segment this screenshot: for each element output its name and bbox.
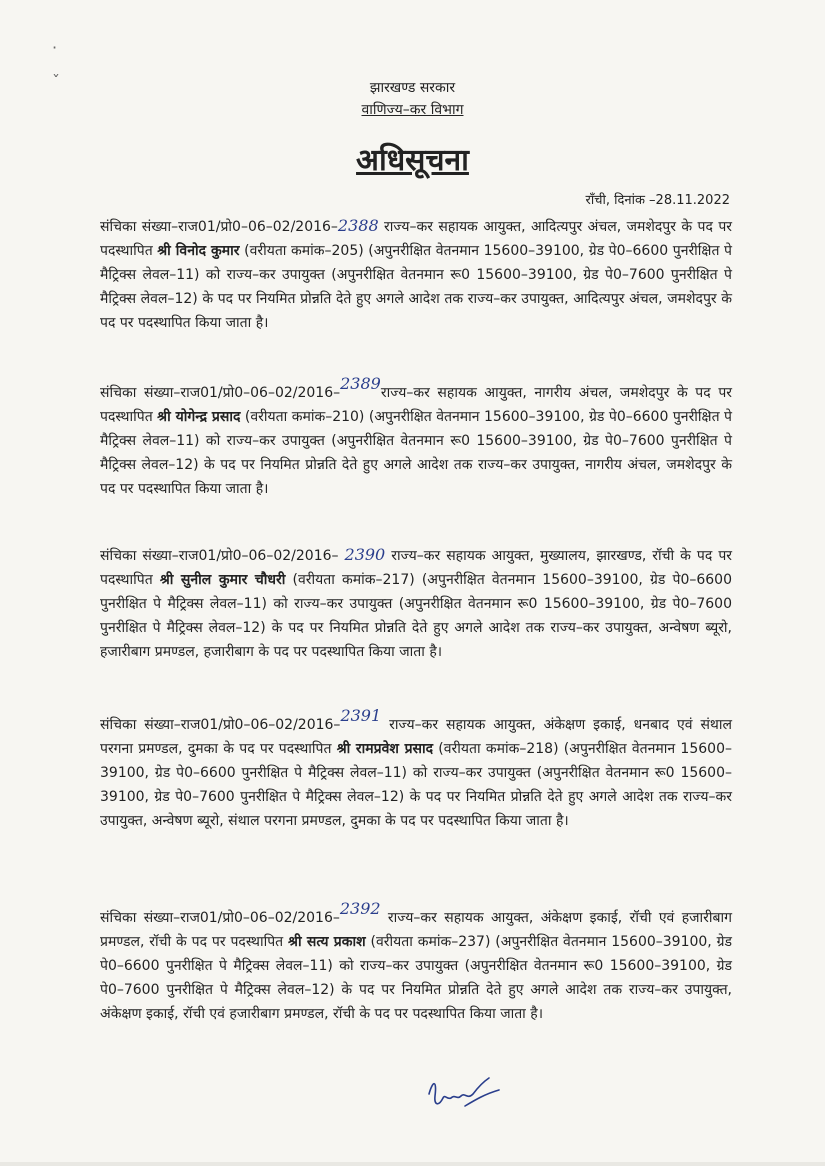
order-paragraph-4 xyxy=(100,706,733,833)
paragraph-text: राज्य–कर सहायक आयुक्त, आदित्यपुर अंचल, जमशेदपुर के पद पर पदस्थापित xyxy=(100,219,733,259)
handwritten-number: 2390 xyxy=(344,545,386,564)
handwritten-number: 2389 xyxy=(340,374,381,393)
date-line: राँची, दिनांक –28.11.2022 xyxy=(585,193,730,208)
paragraph-text: (वरीयता कमांक–218) (अपुनरीक्षित वेतनमान 15600–39100, ग्रेड पे0–6600 पुनरीक्षित पे मैट्रिक्स लेवल–11) को राज्य–कर उपायुक्त (अपुनरीक्षित वेतनमान रू0 15600–39100, ग्रेड पे0–7600 पुनरीक्षित पे मैट्रिक्स लेवल–12) के पद पर नियमित प्रोन्नति देते हुए अगले आदेश तक राज्य–कर उपायुक्त, अन्वेषण ब्यूरो, संथाल परगना प्रमण्डल, दुमका के पद पर पदस्थापित किया जाता है। xyxy=(100,741,733,829)
paragraph-text: राज्य–कर सहायक आयुक्त, मुख्यालय, झारखण्ड, रॉची के पद पर पदस्थापित xyxy=(100,548,732,588)
officer-name: श्री योगेन्द्र प्रसाद xyxy=(157,409,241,425)
paragraph-text: (वरीयता कमांक–210) (अपुनरीक्षित वेतनमान 15600–39100, ग्रेड पे0–6600 पुनरीक्षित पे मैट्रिक्स लेवल–11) को राज्य–कर उपायुक्त (अपुनरीक्षित वेतनमान रू0 15600–39100, ग्रेड पे0–7600 पुनरीक्षित पे मैट्रिक्स लेवल–12) के पद पर नियमित प्रोन्नति देते हुए अगले आदेश तक राज्य–कर उपायुक्त, नागरीय अंचल, जमशेदपुर के पद पर पदस्थापित किया जाता है। xyxy=(100,409,732,497)
page-title: अधिसूचना xyxy=(356,143,469,178)
officer-name: श्री विनोद कुमार xyxy=(157,243,240,259)
file-number-prefix: संचिका संख्या–राज01/प्रो0–06–02/2016– xyxy=(100,385,341,401)
order-paragraph-1 xyxy=(100,214,732,335)
scan-mark: ˇ xyxy=(52,72,60,91)
handwritten-number: 2388 xyxy=(337,216,379,235)
officer-name: श्री सुनील कुमार चौधरी xyxy=(159,572,286,588)
signature-image xyxy=(425,1072,505,1117)
scan-mark: · xyxy=(52,38,58,57)
handwritten-number: 2392 xyxy=(339,899,381,918)
order-paragraph-2 xyxy=(100,374,732,501)
order-paragraph-3 xyxy=(100,543,732,664)
file-number-prefix: संचिका संख्या–राज01/प्रो0–06–02/2016– xyxy=(100,548,345,564)
file-number-prefix: संचिका संख्या–राज01/प्रो0–06–02/2016– xyxy=(100,219,338,235)
government-name: झारखण्ड सरकार xyxy=(369,80,456,96)
paragraph-text: (वरीयता कमांक–217) (अपुनरीक्षित वेतनमान 15600–39100, ग्रेड पे0–6600 पुनरीक्षित पे मैट्रिक्स लेवल–11) को राज्य–कर उपायुक्त (अपुनरीक्षित वेतनमान रू0 15600–39100, ग्रेड पे0–7600 पुनरीक्षित पे मैट्रिक्स लेवल–12) के पद पर नियमित प्रोन्नति देते हुए अगले आदेश तक राज्य–कर उपायुक्त, अन्वेषण ब्यूरो, हजारीबाग प्रमण्डल, हजारीबाग के पद पर पदस्थापित किया जाता है। xyxy=(100,572,732,660)
file-number-prefix: संचिका संख्या–राज01/प्रो0–06–02/2016– xyxy=(100,717,341,733)
order-paragraph-5 xyxy=(100,899,732,1026)
paragraph-text: (वरीयता कमांक–237) (अपुनरीक्षित वेतनमान 15600–39100, ग्रेड पे0–6600 पुनरीक्षित पे मैट्रिक्स लेवल–11) को राज्य–कर उपायुक्त (अपुनरीक्षित वेतनमान रू0 15600–39100, ग्रेड पे0–7600 पुनरीक्षित पे मैट्रिक्स लेवल–12) के पद पर नियमित प्रोन्नति देते हुए अगले आदेश तक राज्य–कर उपायुक्त, अंकेक्षण इकाई, रॉची एवं हजारीबाग प्रमण्डल, रॉची के पद पर पदस्थापित किया जाता है। xyxy=(100,934,732,1022)
paragraph-text: राज्य–कर सहायक आयुक्त, अंकेक्षण इकाई, धनबाद एवं संथाल परगना प्रमण्डल, दुमका के पद पर पदस्थापित xyxy=(100,717,732,757)
officer-name: श्री रामप्रवेश प्रसाद xyxy=(336,741,434,757)
paragraph-text: राज्य–कर सहायक आयुक्त, अंकेक्षण इकाई, रॉची एवं हजारीबाग प्रमण्डल, रॉची के पद पर पदस्थापित xyxy=(100,910,732,950)
file-number-prefix: संचिका संख्या–राज01/प्रो0–06–02/2016– xyxy=(100,910,340,926)
paragraph-text: (वरीयता कमांक–205) (अपुनरीक्षित वेतनमान 15600–39100, ग्रेड पे0–6600 पुनरीक्षित पे मैट्रिक्स लेवल–11) को राज्य–कर उपायुक्त (अपुनरीक्षित वेतनमान रू0 15600–39100, ग्रेड पे0–7600 पुनरीक्षित पे मैट्रिक्स लेवल–12) के पद पर नियमित प्रोन्नति देते हुए अगले आदेश तक राज्य–कर उपायुक्त, आदित्यपुर अंचल, जमशेदपुर के पद पर पदस्थापित किया जाता है। xyxy=(100,243,732,331)
handwritten-number: 2391 xyxy=(340,706,382,725)
scan-border xyxy=(0,1162,825,1166)
officer-name: श्री सत्य प्रकाश xyxy=(288,934,366,950)
paragraph-text: राज्य–कर सहायक आयुक्त, नागरीय अंचल, जमशेदपुर के पद पर पदस्थापित xyxy=(100,385,732,425)
department-name: वाणिज्य–कर विभाग xyxy=(361,102,464,118)
